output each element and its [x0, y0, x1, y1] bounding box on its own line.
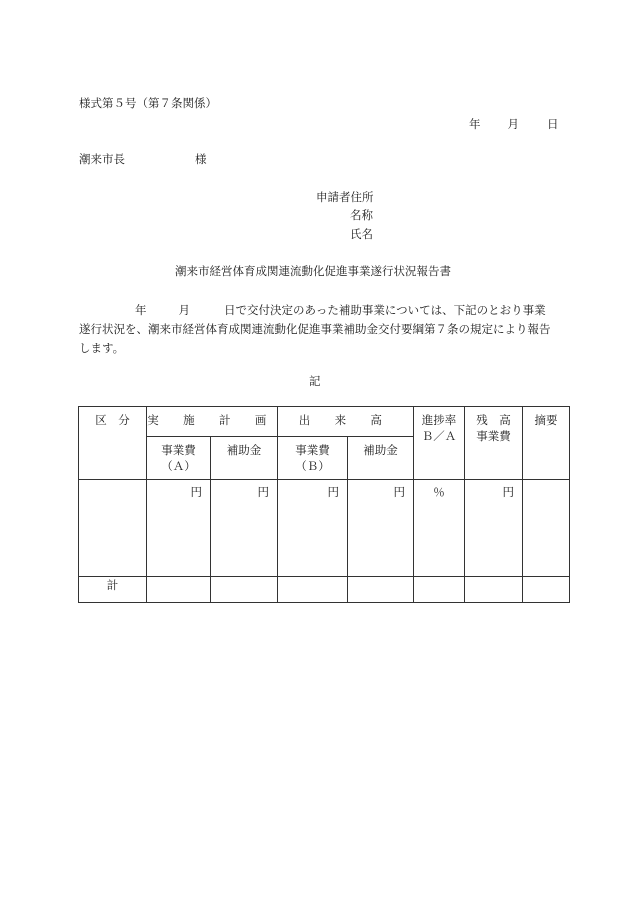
document-title: 潮来市経営体育成関連流動化促進事業遂行状況報告書	[175, 264, 451, 278]
plan-cost-header: 事業費 （Ａ）	[147, 437, 211, 480]
total-balance[interactable]	[465, 577, 523, 603]
body-line-2: 遂行状況を、潮来市経営体育成関連流動化促進事業補助金交付要綱第７条の規定により報告	[79, 322, 551, 336]
body-line-3: します。	[79, 341, 125, 355]
form-number: 様式第５号（第７条関係）	[79, 96, 217, 110]
total-row	[79, 577, 570, 603]
total-progress[interactable]	[414, 577, 465, 603]
applicant-person-label: 氏名	[350, 227, 373, 241]
applicant-name-label: 名称	[350, 208, 373, 222]
total-actual-cost[interactable]	[278, 577, 348, 603]
actual-cost-header: 事業費 （Ｂ）	[278, 437, 348, 480]
body-paragraph	[79, 301, 559, 358]
date-line	[469, 119, 559, 131]
total-label: 計	[79, 577, 147, 603]
date-month: 月	[507, 117, 519, 131]
addressee-suffix: 様	[195, 152, 207, 166]
progress-header: 進捗率 Ｂ／Ａ	[414, 407, 465, 480]
category-header: 区 分	[79, 407, 147, 480]
actual-header: 出 来 高	[278, 407, 414, 437]
actual-subsidy-cell[interactable]: 円	[348, 480, 414, 577]
ki-heading: 記	[309, 374, 321, 388]
header-row-1	[79, 407, 570, 437]
total-plan-subsidy[interactable]	[211, 577, 278, 603]
total-remarks[interactable]	[523, 577, 570, 603]
progress-cell[interactable]: ％	[414, 480, 465, 577]
remarks-header: 摘要	[523, 407, 570, 480]
actual-cost-cell[interactable]: 円	[278, 480, 348, 577]
plan-subsidy-cell[interactable]: 円	[211, 480, 278, 577]
plan-cost-cell[interactable]: 円	[147, 480, 211, 577]
total-plan-cost[interactable]	[147, 577, 211, 603]
date-day: 日	[547, 117, 559, 131]
body-day-text: 日で交付決定のあった補助事業については、下記のとおり事業	[224, 303, 546, 317]
balance-header: 残 高 事業費	[465, 407, 523, 480]
remarks-cell[interactable]	[523, 480, 570, 577]
data-row	[79, 480, 570, 577]
plan-subsidy-header: 補助金	[211, 437, 278, 480]
plan-header: 実 施 計 画	[147, 407, 278, 437]
category-cell[interactable]	[79, 480, 147, 577]
body-year: 年	[135, 303, 147, 317]
report-table	[78, 406, 570, 603]
applicant-address-label: 申請者住所	[316, 190, 374, 204]
addressee-name: 潮来市長	[79, 152, 125, 166]
balance-cell[interactable]: 円	[465, 480, 523, 577]
date-year: 年	[469, 117, 481, 131]
actual-subsidy-header: 補助金	[348, 437, 414, 480]
body-month: 月	[178, 303, 190, 317]
addressee	[79, 154, 207, 166]
total-actual-subsidy[interactable]	[348, 577, 414, 603]
